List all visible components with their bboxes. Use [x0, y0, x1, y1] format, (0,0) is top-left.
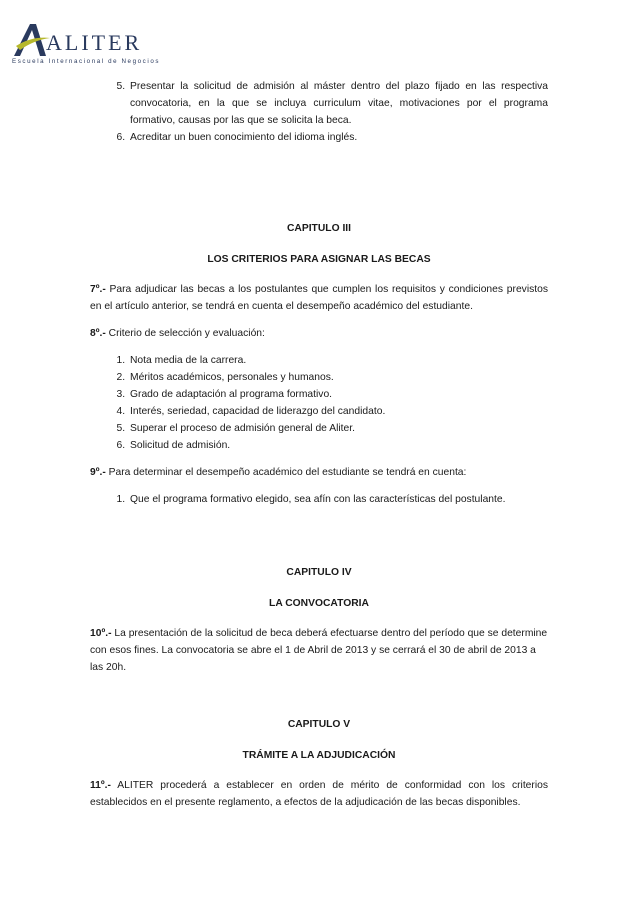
- chapter-5-heading: CAPITULO V: [287, 719, 351, 730]
- article-10-number: 10º.-: [90, 628, 112, 639]
- chapter-3-title: LOS CRITERIOS PARA ASIGNAR LAS BECAS: [207, 254, 431, 265]
- article-10-text: La presentación de la solicitud de beca deberá efectuarse dentro del período que se determine con esos fines. La convocatoria se abre el 1 de Abril de 2013 y se cerrará el 30 de abril de 2013 a las 20h.: [90, 628, 548, 673]
- article-11-text: ALITER procederá a establecer en orden de mérito de conformidad con los criterios establecidos en el presente reglamento, a efectos de la adjudicación de las becas disponibles.: [90, 780, 548, 808]
- article-9-number: 9º.-: [90, 467, 106, 478]
- list-item: 6. Acreditar un buen conocimiento del idioma inglés.: [128, 129, 548, 146]
- list-item: 4. Interés, seriedad, capacidad de liderazgo del candidato.: [128, 403, 548, 420]
- selection-criteria-list: [90, 352, 548, 454]
- list-item: 5. Superar el proceso de admisión general de Aliter.: [128, 420, 548, 437]
- logo-wordmark: ALITER: [46, 30, 143, 55]
- article-10: [90, 625, 548, 676]
- document-body: [90, 78, 548, 811]
- list-item: 2. Méritos académicos, personales y humanos.: [128, 369, 548, 386]
- list-item: 5. Presentar la solicitud de admisión al máster dentro del plazo fijado en las respectiva convocatoria, en la que se incluya curriculum vitae, motivaciones por el programa formativo, causas por las que se solicita la beca.: [128, 78, 548, 129]
- article-9-text: Para determinar el desempeño académico del estudiante se tendrá en cuenta:: [105, 467, 467, 478]
- list-item: 1. Que el programa formativo elegido, sea afín con las características del postulante.: [128, 491, 548, 508]
- academic-performance-list: [90, 491, 548, 508]
- logo-a-icon: [10, 20, 50, 60]
- article-11-number: 11º.-: [90, 780, 111, 791]
- article-7-text: Para adjudicar las becas a los postulantes que cumplen los requisitos y condiciones previstos en el artículo anterior, se tendrá en cuenta el desempeño académico del estudiante.: [90, 284, 548, 312]
- article-7-number: 7º.-: [90, 284, 106, 295]
- article-8-text: Criterio de selección y evaluación:: [105, 328, 265, 339]
- article-7: [90, 281, 548, 315]
- article-11: [90, 777, 548, 811]
- list-item: 6. Solicitud de admisión.: [128, 437, 548, 454]
- article-9: [90, 464, 548, 481]
- requirements-list-continued: [90, 78, 548, 146]
- article-8-number: 8º.-: [90, 328, 106, 339]
- chapter-4-heading: CAPITULO IV: [286, 567, 352, 578]
- logo-tagline: Escuela Internacional de Negocios: [12, 58, 161, 65]
- aliter-logo: [10, 18, 161, 68]
- list-item: 3. Grado de adaptación al programa formativo.: [128, 386, 548, 403]
- chapter-3-heading: CAPITULO III: [286, 223, 352, 234]
- chapter-4-title: LA CONVOCATORIA: [269, 598, 369, 609]
- article-8: [90, 325, 548, 342]
- list-item: 1. Nota media de la carrera.: [128, 352, 548, 369]
- chapter-5-title: TRÁMITE A LA ADJUDICACIÓN: [242, 750, 396, 761]
